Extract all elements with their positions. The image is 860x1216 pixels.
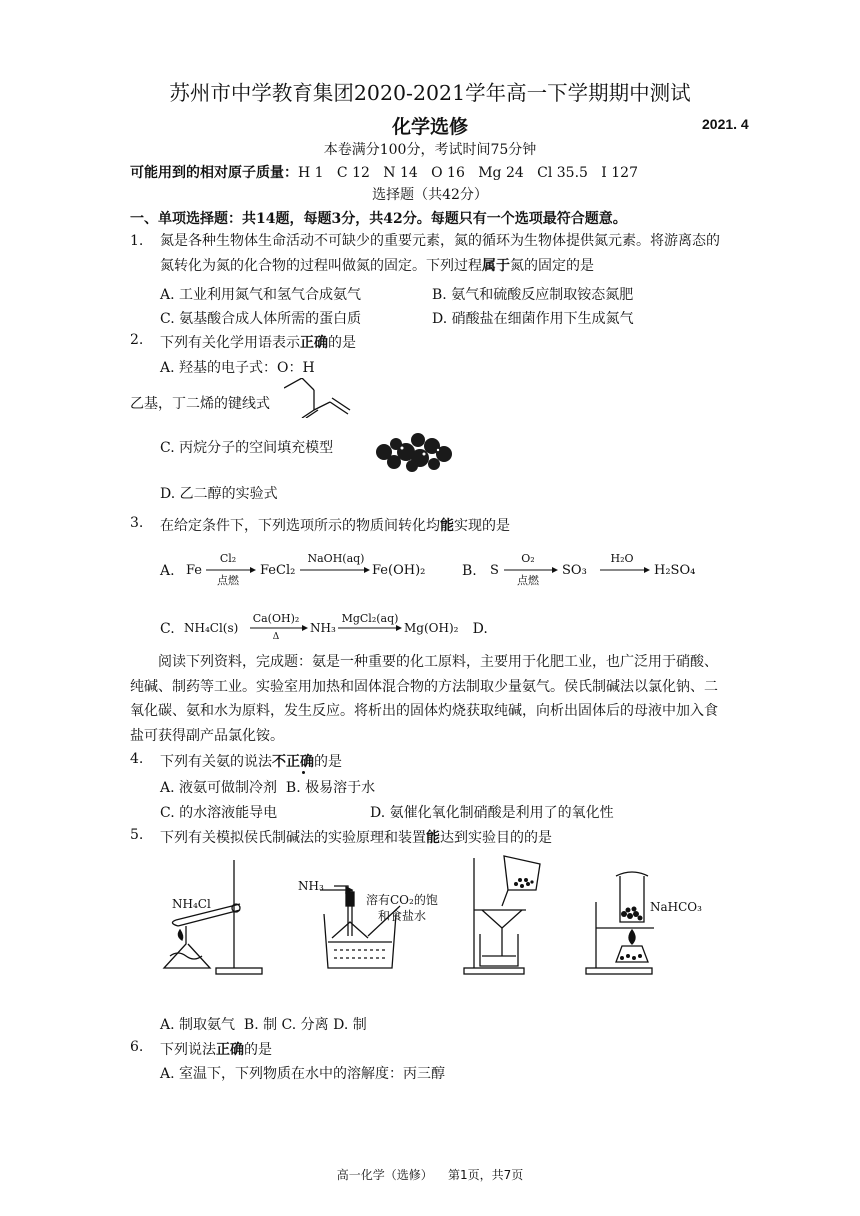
- atomic-mass-values: H 1 C 12 N 14 O 16 Mg 24 Cl 35.5 I 127: [298, 165, 638, 181]
- q3-b-end: H₂SO₄: [654, 563, 696, 578]
- q3-a-end: Fe(OH)₂: [372, 563, 426, 578]
- q3-c-condition-1: Δ: [272, 632, 280, 642]
- question-4-stem: 下列有关氨的说法: [160, 754, 272, 770]
- question-5-emphasis: 能: [426, 830, 440, 846]
- question-6-text: [160, 1039, 272, 1059]
- question-2-option-d: D. 乙二醇的实验式: [160, 486, 278, 502]
- q3-b-start: S: [490, 563, 499, 578]
- question-6-stem: 下列说法: [160, 1042, 216, 1058]
- q3-a-mid: FeCl₂: [260, 563, 296, 578]
- q3-c-arrowhead-1: [302, 625, 308, 631]
- q3-b-mid: SO₃: [562, 563, 587, 578]
- question-2-stem-end: 的是: [328, 335, 356, 351]
- question-4-text: [160, 751, 342, 771]
- question-1-emphasis: 属于: [482, 257, 510, 274]
- question-1-option-b: B. 氨气和硫酸反应制取铵态氮肥: [432, 287, 634, 303]
- part1-heading: 一、单项选择题：共14题，每题3分，共42分。每题只有一个选项最符合题意。: [130, 211, 627, 227]
- question-2-option-b: 乙基，丁二烯的键线式: [130, 396, 270, 412]
- question-2-option-c: C. 丙烷分子的空间填充模型: [160, 440, 334, 456]
- question-5-options: A. 制取氨气 B. 制 C. 分离 D. 制: [160, 1017, 367, 1033]
- q3-c-arrowhead-2: [396, 625, 402, 631]
- apparatus-a-ammonia-generation: [156, 856, 270, 984]
- q3-b-reagent-1: O₂: [521, 552, 535, 565]
- question-3-stem: 在给定条件下，下列选项所示的物质间转化均: [160, 518, 440, 534]
- question-1-stem: 氮是各种生物体生命活动不可缺少的重要元素，氮的循环为生物体提供氮元素。将游离态的氮转化为氮的化合物的过程叫做氮的固定。下列过程: [160, 233, 720, 274]
- q3-c-mid: NH₃: [310, 621, 336, 635]
- question-3-text: [160, 515, 510, 535]
- q3-b-reagent-2: H₂O: [610, 552, 634, 565]
- q3-b-arrowhead-1: [552, 567, 558, 573]
- q3-a-reagent-1: Cl₂: [219, 552, 237, 565]
- label-nh4cl: NH₄Cl: [172, 897, 211, 911]
- question-1-stem-end: 氮的固定的是: [510, 257, 594, 274]
- page-title: 苏州市中学教育集团2020-2021学年高一下学期期中测试: [169, 81, 691, 105]
- page-footer: 高一化学（选修） 第1页，共7页: [336, 1168, 524, 1182]
- question-1-option-c: C. 氨基酸合成人体所需的蛋白质: [160, 311, 362, 327]
- question-3-stem-end: 实现的是: [454, 518, 510, 534]
- q3-option-b-label: B.: [462, 563, 477, 579]
- q3-b-condition-1: 点燃: [517, 574, 539, 587]
- q3-a-condition-1: 点燃: [217, 574, 239, 587]
- question-1-option-d: D. 硝酸盐在细菌作用下生成氮气: [432, 311, 634, 327]
- question-4-number: 4.: [130, 751, 144, 767]
- question-3-number: 3.: [130, 515, 144, 531]
- q3-c-reagent-1: Ca(OH)₂: [252, 612, 300, 625]
- question-5-stem: 下列有关模拟侯氏制碱法的实验原理和装置: [160, 830, 426, 846]
- q3-a-reagent-2: NaOH(aq): [307, 552, 365, 565]
- question-5-stem-end: 达到实验目的的是: [440, 830, 552, 846]
- apparatus-d-heating: [582, 852, 712, 980]
- atomic-mass-label: 可能用到的相对原子质量：: [130, 165, 298, 181]
- question-4-option-d: D. 氨催化氧化制硝酸是利用了的氧化性: [370, 805, 614, 821]
- question-6-stem-end: 的是: [244, 1042, 272, 1058]
- label-co2-solution-line2: 和食盐水: [378, 909, 427, 923]
- q3-option-a-label: A.: [160, 563, 175, 579]
- question-5-number: 5.: [130, 827, 144, 843]
- exam-date: 2021. 4: [702, 116, 749, 132]
- emphasis-dot: [302, 771, 305, 774]
- q3-c-end: Mg(OH)₂: [404, 621, 459, 635]
- atomic-mass-line: [130, 162, 638, 182]
- q3-b-arrowhead-2: [644, 567, 650, 573]
- question-3-reactions: [150, 546, 710, 646]
- question-6-option-a: A. 室温下，下列物质在水中的溶解度：丙三醇: [160, 1066, 446, 1082]
- question-2-number: 2.: [130, 332, 144, 348]
- label-nahco3: NaHCO₃: [650, 900, 702, 914]
- question-4-emphasis: 不正确: [272, 754, 314, 770]
- question-1-text: [160, 229, 720, 278]
- question-4-stem-end: 的是: [314, 754, 342, 770]
- butadiene-skeletal-formula: [284, 378, 356, 418]
- q3-c-start: NH₄Cl(s): [184, 621, 239, 635]
- propane-space-filling-model: [372, 430, 458, 472]
- question-4-option-a: A. 液氨可做制冷剂 B. 极易溶于水: [160, 780, 376, 796]
- question-2-stem: 下列有关化学用语表示: [160, 335, 300, 351]
- label-co2-solution-line1: 溶有CO₂的饱: [366, 893, 438, 907]
- q3-c-reagent-2: MgCl₂(aq): [341, 612, 399, 625]
- section-heading: 选择题（共42分）: [372, 187, 488, 203]
- label-nh3: NH₃: [298, 879, 324, 893]
- question-2-emphasis: 正确: [300, 335, 328, 351]
- q3-option-d-label: D.: [472, 621, 488, 637]
- apparatus-c-filtration: [446, 850, 550, 980]
- question-6-number: 6.: [130, 1039, 144, 1055]
- question-2-text: [160, 332, 356, 352]
- question-1-option-a: A. 工业利用氮气和氢气合成氨气: [160, 287, 362, 303]
- q3-a-arrowhead-2: [364, 567, 370, 573]
- question-6-emphasis: 正确: [216, 1042, 244, 1058]
- question-4-option-c: C. 的水溶液能导电: [160, 805, 278, 821]
- score-time-info: 本卷满分100分，考试时间75分钟: [323, 142, 537, 158]
- q3-a-arrowhead-1: [250, 567, 256, 573]
- q3-option-c-label: C.: [160, 621, 175, 637]
- question-2-option-a: A. 羟基的电子式：O：H: [160, 360, 315, 376]
- reading-passage: 阅读下列资料，完成题：氨是一种重要的化工原料，主要用于化肥工业，也广泛用于硝酸、纯碱、制药等工业。实验室用加热和固体混合物的方法制取少量氨气。侯氏制碱法以氯化钠、二氧化碳、氨和水为原料，发生反应。将析出的固体灼烧获取纯碱，向析出固体后的母液中加入食盐可获得副产品氯化铵。: [130, 654, 718, 744]
- q3-a-start: Fe: [186, 563, 203, 578]
- question-3-emphasis: 能: [440, 518, 454, 534]
- question-5-text: [160, 827, 552, 847]
- page-subtitle: 化学选修: [391, 116, 468, 138]
- question-1-number: 1.: [130, 233, 144, 249]
- apparatus-b-carbonation: [294, 866, 458, 980]
